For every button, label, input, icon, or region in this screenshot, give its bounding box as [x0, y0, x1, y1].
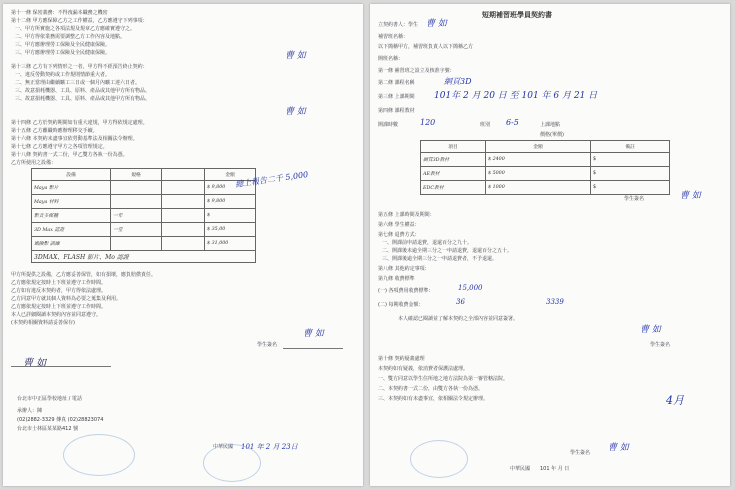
table-cell: $	[591, 181, 670, 195]
closing-line: 第十條 契約疑義處理	[378, 356, 425, 362]
table-cell	[162, 223, 205, 237]
text-line: (本契約相關資料請妥善保存)	[11, 320, 75, 326]
signature-label: 學生簽名	[570, 450, 591, 456]
table-cell	[111, 181, 162, 195]
handwritten-name: 曹 如	[640, 325, 661, 335]
table-cell	[111, 195, 162, 209]
equipment-table	[31, 168, 256, 263]
contract-date: 101 年 月 日	[540, 466, 570, 472]
footer-line: 台北市中正區學校地址 / 電話	[17, 396, 82, 402]
table-cell: 影音多媒體	[32, 209, 111, 223]
table-header: 規格	[111, 169, 162, 181]
closing-line: 本契約如有疑義，依消費者保護法處理。	[378, 366, 469, 372]
table-cell: $ 2400	[486, 153, 591, 167]
clause: 第六條 學生權益：	[378, 222, 420, 228]
clause: 一、開課前申請退費，退還百分之九十。	[382, 240, 473, 246]
text-line: 第一條 補習班之設立及核准字號：	[378, 68, 455, 74]
handwritten-name: 曹 如	[608, 443, 629, 453]
table-cell: $ 5000	[486, 167, 591, 181]
table-cell: 3DMAX、FLASH 影片、Mo 認證	[32, 251, 256, 263]
closing-line: 三、本契約如有未盡事宜，依相關法令規定辦理。	[378, 396, 489, 402]
text-line: 第十八條 契約書一式二份，甲乙雙方各執一份為憑。	[11, 152, 128, 158]
text-line: 班別	[480, 122, 491, 128]
amount-total: 15,000	[458, 284, 483, 292]
text-line: 乙方所使用之設備：	[11, 160, 57, 166]
table-cell: $ 35,00	[205, 223, 256, 237]
table-cell: $	[205, 209, 256, 223]
text-line: 本人已詳細閱讀本契約內容並同意遵守。	[11, 312, 102, 318]
text-line: 乙方應依規定按時上下班並遵守工作時間。	[11, 304, 107, 310]
text-line: 乙方同意甲方就其個人資料為必要之蒐集及利用。	[11, 296, 122, 302]
clause: 第七條 退費方式：	[378, 232, 420, 238]
official-seal	[203, 444, 261, 482]
table-cell: 一堂	[111, 223, 162, 237]
course-name: 網頁3D	[444, 77, 472, 86]
text-line: 乙方應依規定按時上下班並遵守工作時間。	[11, 280, 107, 286]
text-line: 一、違反勞動契約或工作規則情節重大者。	[15, 72, 111, 78]
text-line: 第十三條 乙方有下列情形之一者，甲方得不經預告終止契約：	[11, 64, 148, 70]
handwritten-name: 曹 如	[303, 329, 324, 339]
table-cell	[162, 181, 205, 195]
closing-line: 一、雙方同意以學生住所地之地方法院為第一審管轄法院。	[378, 376, 509, 382]
table-header: 金額	[205, 169, 256, 181]
table-header: 備註	[591, 141, 670, 153]
page-title: 短期補習班學員契約書	[482, 11, 552, 19]
clause: 第五條 上課時間及期間：	[378, 212, 435, 218]
official-seal	[410, 440, 468, 478]
text-line: 三、故意損耗機器、工具、原料、產品或其他甲方所有物品。	[15, 96, 151, 102]
signature-label: 學生簽名	[650, 342, 671, 348]
signature-line	[11, 366, 111, 367]
closing-line: 二、本契約書一式二份，由雙方各執一份為憑。	[378, 386, 484, 392]
handwritten-name: 曹 如	[680, 191, 701, 201]
left-contract-page	[3, 4, 363, 486]
clause: 第九條 收費標準	[378, 276, 415, 282]
text-line: 第十七條 乙方應遵守甲方之各項管理規定。	[11, 144, 108, 150]
table-cell: 一年	[111, 209, 162, 223]
table-cell: $ 31,000	[205, 237, 256, 251]
table-cell	[162, 195, 205, 209]
table-header: 設備	[32, 169, 111, 181]
table-cell: AE教材	[421, 167, 486, 181]
date-prefix: 中華民國	[510, 466, 531, 472]
official-seal	[63, 434, 135, 476]
text-line: 第二條 課程名稱	[378, 80, 415, 86]
table-header: 項目	[421, 141, 486, 153]
clause: (二) 每期收費金額：	[378, 302, 424, 308]
table-cell: Maya 影片	[32, 181, 111, 195]
signature-label: 學生簽名	[624, 196, 645, 202]
clause: (一) 各項費用收費標準：	[378, 288, 434, 294]
text-line: 二、無正當理由繼續曠工三日或一個月內曠工達六日者。	[15, 80, 141, 86]
table-cell: EDC教材	[421, 181, 486, 195]
clause: 二、開課後未逾全期三分之一申請退費，退還百分之五十。	[382, 248, 513, 254]
amount-period: 36	[456, 298, 465, 306]
text-line: 第十一條 保密義務：不得洩漏本職務之機密	[11, 10, 108, 16]
date-prefix: 中華民國	[213, 444, 234, 450]
table-header	[162, 169, 205, 181]
course-hours: 120	[420, 118, 436, 127]
text-line: 開班名稱：	[378, 56, 404, 62]
table-cell: Maya 材料	[32, 195, 111, 209]
text-line: 以下簡稱甲方，補習班負責人以下簡稱乙方	[378, 44, 474, 50]
text-line: 三、甲方應辦理勞工保險及全民健康保險。	[15, 50, 111, 56]
class-size: 6-5	[506, 118, 519, 127]
clause: 第八條 其他約定事項：	[378, 266, 430, 272]
table-cell: 網頁3D教材	[421, 153, 486, 167]
fee-table-title: 價格(單價)	[540, 132, 564, 138]
text-line: 甲方所提供之設備，乙方應妥善保管，如有損壞，應負賠償責任。	[11, 272, 157, 278]
table-cell: $ 1000	[486, 181, 591, 195]
signature-line	[283, 348, 343, 349]
table-header: 金額	[486, 141, 591, 153]
table-cell: $	[591, 153, 670, 167]
text-line: 二、甲方得依業務需要調整乙方工作內容及地點。	[15, 34, 126, 40]
table-cell	[162, 237, 205, 251]
contract-date: 101 年 2 月 23日	[241, 443, 298, 451]
text-line: 第四條 課程教材	[378, 108, 415, 114]
page-number: 4月	[666, 394, 684, 407]
party-a-label: 立契約書人：學生	[378, 22, 419, 28]
text-line: 第十四條 乙方於契約期間如有重大違規，甲方得依規定處理。	[11, 120, 148, 126]
footer-line: 台北市士林區某某路412 號	[17, 426, 79, 432]
text-line: 三、甲方應辦理勞工保險及全民健康保險。	[15, 42, 111, 48]
table-cell: $ 9,800	[205, 195, 256, 209]
table-cell	[162, 209, 205, 223]
signature: 曹 如	[23, 358, 47, 369]
table-cell: 風險影 訓練	[32, 237, 111, 251]
table-cell: $	[591, 167, 670, 181]
text-line: 上課地點	[540, 122, 561, 128]
fee-table	[420, 140, 670, 195]
text-line: 第十六條 本契約未盡事宜依勞動基準法及相關法令辦理。	[11, 136, 138, 142]
table-cell	[111, 237, 162, 251]
table-cell: 3D Max 認證	[32, 223, 111, 237]
right-contract-page	[370, 4, 730, 486]
handwritten-note: 總上報告二千 5,000	[234, 169, 309, 190]
clause: 三、開課後逾全期三分之一申請退費者，不予退還。	[382, 256, 498, 262]
party-b-label: 補習班名稱：	[378, 34, 409, 40]
footer-line: (02)2882-3329 傳真 (02)28823074	[17, 417, 104, 423]
text-line: 三、故意損耗機器、工具、原料、產品或其他甲方所有物品。	[15, 88, 151, 94]
footer-line: 承辦人：陳	[17, 408, 43, 414]
party-a-name: 曹 如	[426, 19, 447, 29]
text-line: 開課時數	[378, 122, 399, 128]
course-period: 101年 2 月 20 日 至 101 年 6 月 21 日	[434, 91, 598, 101]
text-line: 第十五條 乙方離職時應辦理移交手續。	[11, 128, 98, 134]
clause: 本人確認已閱讀並了解本契約之全部內容並同意簽署。	[398, 316, 519, 322]
text-line: 一、甲方所實施之各項法規及規章乙方應確實遵守之。	[15, 26, 136, 32]
text-line: 第三條 上課期間	[378, 94, 415, 100]
signature-label: 學生簽名	[257, 342, 278, 348]
handwritten-name: 曹 如	[285, 107, 306, 117]
table-cell: $ 9,800	[205, 181, 256, 195]
text-line: 第十二條 甲方應保障乙方之工作權益，乙方應遵守下列事項：	[11, 18, 148, 24]
text-line: 乙方如有違反本契約者，甲方得依法處理。	[11, 288, 107, 294]
handwritten-name: 曹 如	[285, 51, 306, 61]
amount-monthly: 3339	[546, 298, 564, 306]
